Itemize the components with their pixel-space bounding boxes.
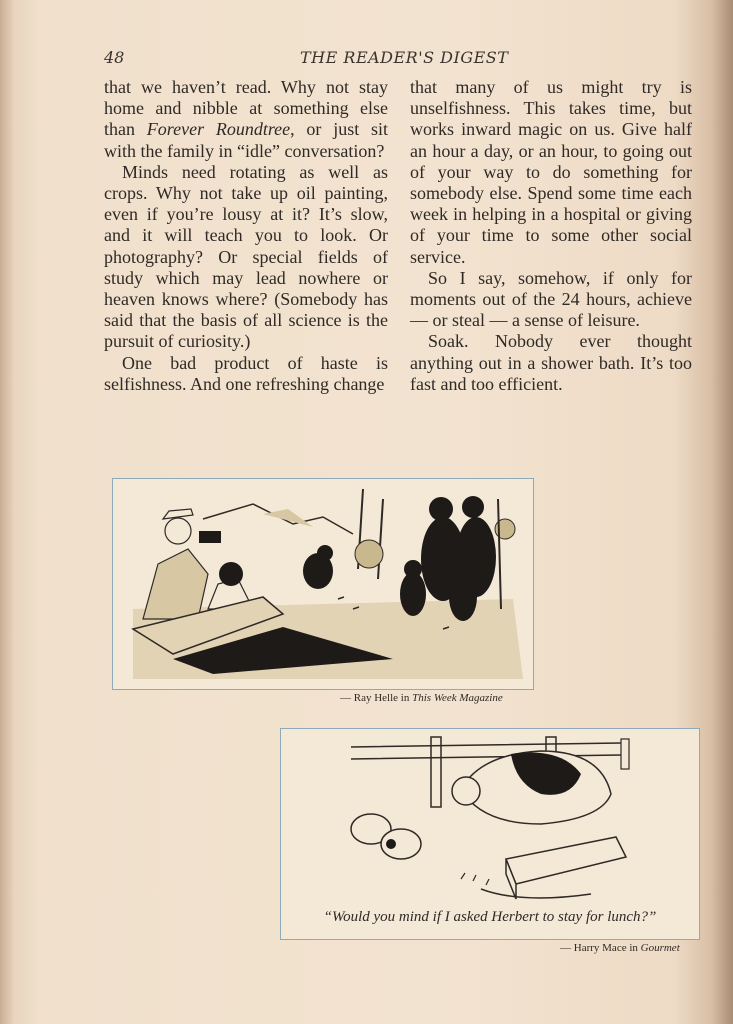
right-paragraph-1: that many of us might try is unselfishness. This takes time, but works inward magic on us. Give half an hour a day, or an hour, to going out of your way to do something for somebody else. Spend some time each week in helping in a hospital or giving of your time to some other social service. bbox=[410, 77, 692, 267]
left-column bbox=[104, 77, 388, 395]
page-header bbox=[0, 48, 733, 72]
bear-cartoon-credit bbox=[340, 692, 503, 704]
pig-cartoon-credit-prefix: — Harry Mace in bbox=[560, 942, 641, 954]
pig-cartoon-credit-source: Gourmet bbox=[640, 942, 680, 954]
bear-cartoon-credit-prefix: — Ray Helle in bbox=[340, 692, 413, 704]
book-title: Forever Roundtree bbox=[146, 119, 291, 140]
left-paragraph-1-text-b: , or just sit with the family in “idle” conversation? bbox=[104, 119, 388, 161]
right-column bbox=[410, 77, 692, 395]
left-paragraph-2: Minds need rotating as well as crops. Why not take up oil painting, even if you’re lousy at it? It’s slow, and it will teach you to look. Or photography? Or special fields of study which may lead nowhere or heaven knows where? (Somebody has said that the basis of all science is the pursuit of curiosity.) bbox=[104, 161, 388, 352]
running-title: THE READER'S DIGEST bbox=[300, 48, 509, 67]
pig-cartoon-credit bbox=[560, 942, 680, 954]
right-paragraph-2: So I say, somehow, if only for moments out of the 24 hours, achieve — or steal — a sense of leisure. bbox=[410, 267, 692, 331]
pig-cartoon-caption: “Would you mind if I asked Herbert to stay for lunch?” bbox=[323, 909, 657, 925]
bear-cartoon bbox=[112, 478, 534, 690]
left-paragraph-1 bbox=[104, 77, 388, 162]
bear-cartoon-illustration bbox=[113, 479, 533, 689]
pig-cartoon bbox=[280, 728, 700, 940]
left-paragraph-3: One bad product of haste is selfishness. And one refreshing change bbox=[104, 352, 388, 394]
left-paragraph-1-text-a: that we haven’t read. Why not stay home and nibble at something else than bbox=[104, 77, 388, 140]
page-number: 48 bbox=[104, 48, 125, 67]
pig-cartoon-illustration bbox=[281, 729, 699, 904]
right-paragraph-3: Soak. Nobody ever thought anything out in a shower bath. It’s too fast and too efficient. bbox=[410, 331, 692, 394]
bear-cartoon-credit-source: This Week Magazine bbox=[412, 692, 503, 704]
